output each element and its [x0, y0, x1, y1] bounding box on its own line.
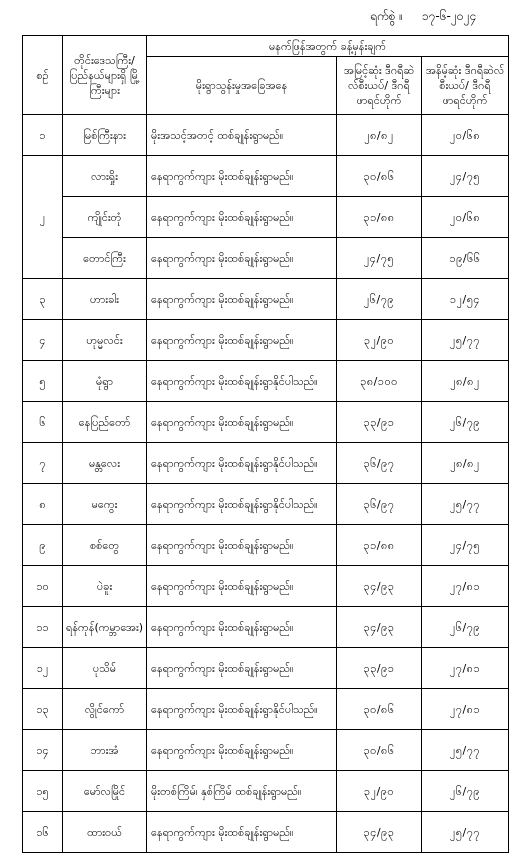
forecast-table [22, 35, 509, 853]
row-number: ၁၂ [23, 648, 63, 689]
high-temp: ၃၀/၈၆ [337, 156, 422, 197]
row-number: ၁၆ [23, 812, 63, 853]
city-name: လွိုင်ကော် [63, 689, 147, 730]
city-name: စစ်တွေ [63, 525, 147, 566]
low-temp: ၂၅/၇၇ [422, 730, 509, 771]
table-row [23, 812, 509, 853]
high-temp: ၃၄/၉၃ [337, 607, 422, 648]
low-temp: ၁၉/၆၆ [422, 238, 509, 279]
city-name: မုံရွာ [63, 361, 147, 402]
table-row [23, 607, 509, 648]
row-number: ၁၅ [23, 771, 63, 812]
col-header-high-temp: အမြင့်ဆုံး ဒီဂရီဆဲလ်စီးယပ်/ ဒီဂရီဖာရင်ဟိုက် [337, 57, 422, 115]
table-row [23, 361, 509, 402]
rain-condition: နေရာကွက်ကျား မိုးထစ်ချုန်းရွာမည်။ [147, 320, 337, 361]
row-number: ၁၀ [23, 566, 63, 607]
col-header-place: တိုင်းဒေသကြီး/ ပြည်နယ်များရှိ မြို့ကြီးများ [63, 36, 147, 115]
low-temp: ၂၅/၇၇ [422, 812, 509, 853]
table-row [23, 730, 509, 771]
low-temp: ၂၄/၇၅ [422, 156, 509, 197]
rain-condition: နေရာကွက်ကျား မိုးထစ်ချုန်းရွာမည်။ [147, 238, 337, 279]
high-temp: ၃၂/၉၀ [337, 771, 422, 812]
high-temp: ၂၈/၈၂ [337, 115, 422, 156]
city-name: မန္တလေး [63, 443, 147, 484]
date-label: ရက်စွဲ ။ [370, 9, 403, 23]
row-number: ၆ [23, 402, 63, 443]
rain-condition: နေရာကွက်ကျား မိုးထစ်ချုန်းရွာမည်။ [147, 525, 337, 566]
high-temp: ၃၄/၉၃ [337, 812, 422, 853]
city-name: မကွေး [63, 484, 147, 525]
col-header-group: မနက်ဖြန်အတွက် ခန့်မှန်းချက် [147, 36, 509, 57]
rain-condition: နေရာကွက်ကျား မိုးထစ်ချုန်းရွာမည်။ [147, 648, 337, 689]
row-number: ၄ [23, 320, 63, 361]
city-name: နေပြည်တော် [63, 402, 147, 443]
high-temp: ၃၂/၉၀ [337, 320, 422, 361]
city-name: မော်လမြိုင် [63, 771, 147, 812]
high-temp: ၃၈/၁၀၀ [337, 361, 422, 402]
table-row [23, 115, 509, 156]
table-row [23, 197, 509, 238]
row-number: ၁၃ [23, 689, 63, 730]
low-temp: ၂၀/၆၈ [422, 197, 509, 238]
rain-condition: နေရာကွက်ကျား မိုးထစ်ချုန်းရွာနိုင်ပါသည်။ [147, 689, 337, 730]
low-temp: ၂၆/၇၉ [422, 402, 509, 443]
row-number: ၈ [23, 484, 63, 525]
table-row [23, 648, 509, 689]
rain-condition: နေရာကွက်ကျား မိုးထစ်ချုန်းရွာမည်။ [147, 566, 337, 607]
row-number: ၅ [23, 361, 63, 402]
table-row [23, 279, 509, 320]
city-name: ဟုမ္မလင်း [63, 320, 147, 361]
low-temp: ၂၇/၈၁ [422, 648, 509, 689]
city-name: တောင်ကြီး [63, 238, 147, 279]
table-row [23, 771, 509, 812]
high-temp: ၃၆/၉၇ [337, 484, 422, 525]
low-temp: ၂၅/၇၇ [422, 320, 509, 361]
city-name: ပဲခူး [63, 566, 147, 607]
col-header-condition: မိုးရွာသွန်းမှုအခြေအနေ [147, 57, 337, 115]
row-number: ၁၁ [23, 607, 63, 648]
high-temp: ၃၆/၉၇ [337, 443, 422, 484]
rain-condition: နေရာကွက်ကျား မိုးထစ်ချုန်းရွာနိုင်ပါသည်။ [147, 361, 337, 402]
table-row [23, 689, 509, 730]
city-name: မြစ်ကြီးနား [63, 115, 147, 156]
low-temp: ၂၆/၇၉ [422, 607, 509, 648]
high-temp: ၃၁/၈၈ [337, 197, 422, 238]
rain-condition: နေရာကွက်ကျား မိုးထစ်ချုန်းရွာနိုင်ပါသည်။ [147, 484, 337, 525]
table-row [23, 156, 509, 197]
date-value: ၁၇-၆-၂၀၂၄ [421, 9, 477, 23]
city-name: ဘားအံ [63, 730, 147, 771]
rain-condition: နေရာကွက်ကျား မိုးထစ်ချုန်းရွာမည်။ [147, 197, 337, 238]
high-temp: ၂၆/၇၉ [337, 279, 422, 320]
high-temp: ၃၀/၈၆ [337, 689, 422, 730]
rain-condition: မိုးတစ်ကြိမ်၊ နှစ်ကြိမ် ထစ်ချုန်းရွာမည်။ [147, 771, 337, 812]
city-name: ရန်ကုန်(ကမ္ဘာအေး) [63, 607, 147, 648]
col-header-low-temp: အနိမ့်ဆုံး ဒီဂရီဆဲလ်စီးယပ်/ ဒီဂရီဖာရင်ဟိုက် [422, 57, 509, 115]
low-temp: ၂၆/၇၉ [422, 771, 509, 812]
low-temp: ၂၈/၈၂ [422, 361, 509, 402]
table-row [23, 402, 509, 443]
rain-condition: နေရာကွက်ကျား မိုးထစ်ချုန်းရွာမည်။ [147, 156, 337, 197]
city-name: လားရှိုး [63, 156, 147, 197]
high-temp: ၃၄/၉၃ [337, 566, 422, 607]
low-temp: ၂၇/၈၁ [422, 689, 509, 730]
row-number: ၇ [23, 443, 63, 484]
low-temp: ၂၅/၇၇ [422, 484, 509, 525]
report-date [370, 8, 476, 26]
high-temp: ၂၄/၇၅ [337, 238, 422, 279]
row-number: ၁ [23, 115, 63, 156]
col-header-no: စဉ် [23, 36, 63, 115]
table-row [23, 238, 509, 279]
city-name: ပုသိမ် [63, 648, 147, 689]
low-temp: ၂၄/၇၅ [422, 525, 509, 566]
table-row [23, 320, 509, 361]
row-number: ၁၄ [23, 730, 63, 771]
city-name: ထားဝယ် [63, 812, 147, 853]
city-name: ဟားခါး [63, 279, 147, 320]
row-number: ၉ [23, 525, 63, 566]
rain-condition: နေရာကွက်ကျား မိုးထစ်ချုန်းရွာမည်။ [147, 607, 337, 648]
low-temp: ၁၂/၅၄ [422, 279, 509, 320]
rain-condition: နေရာကွက်ကျား မိုးထစ်ချုန်းရွာမည်။ [147, 812, 337, 853]
row-number: ၃ [23, 279, 63, 320]
rain-condition: မိုးအသင့်အတင့် ထစ်ချုန်းရွာမည်။ [147, 115, 337, 156]
city-name: ကျိုင်းတုံ [63, 197, 147, 238]
rain-condition: နေရာကွက်ကျား မိုးထစ်ချုန်းရွာမည်။ [147, 402, 337, 443]
table-row [23, 566, 509, 607]
table-row [23, 484, 509, 525]
table-body [23, 115, 509, 853]
high-temp: ၃၃/၉၁ [337, 402, 422, 443]
table-row [23, 443, 509, 484]
table-row [23, 525, 509, 566]
rain-condition: နေရာကွက်ကျား မိုးထစ်ချုန်းရွာမည်။ [147, 730, 337, 771]
high-temp: ၃၀/၈၆ [337, 730, 422, 771]
low-temp: ၂၀/၆၈ [422, 115, 509, 156]
high-temp: ၃၃/၉၁ [337, 648, 422, 689]
rain-condition: နေရာကွက်ကျား မိုးထစ်ချုန်းရွာနိုင်ပါသည်။ [147, 443, 337, 484]
low-temp: ၂၇/၈၁ [422, 566, 509, 607]
low-temp: ၂၈/၈၂ [422, 443, 509, 484]
row-number: ၂ [23, 156, 63, 279]
rain-condition: နေရာကွက်ကျား မိုးထစ်ချုန်းရွာမည်။ [147, 279, 337, 320]
high-temp: ၃၁/၈၈ [337, 525, 422, 566]
